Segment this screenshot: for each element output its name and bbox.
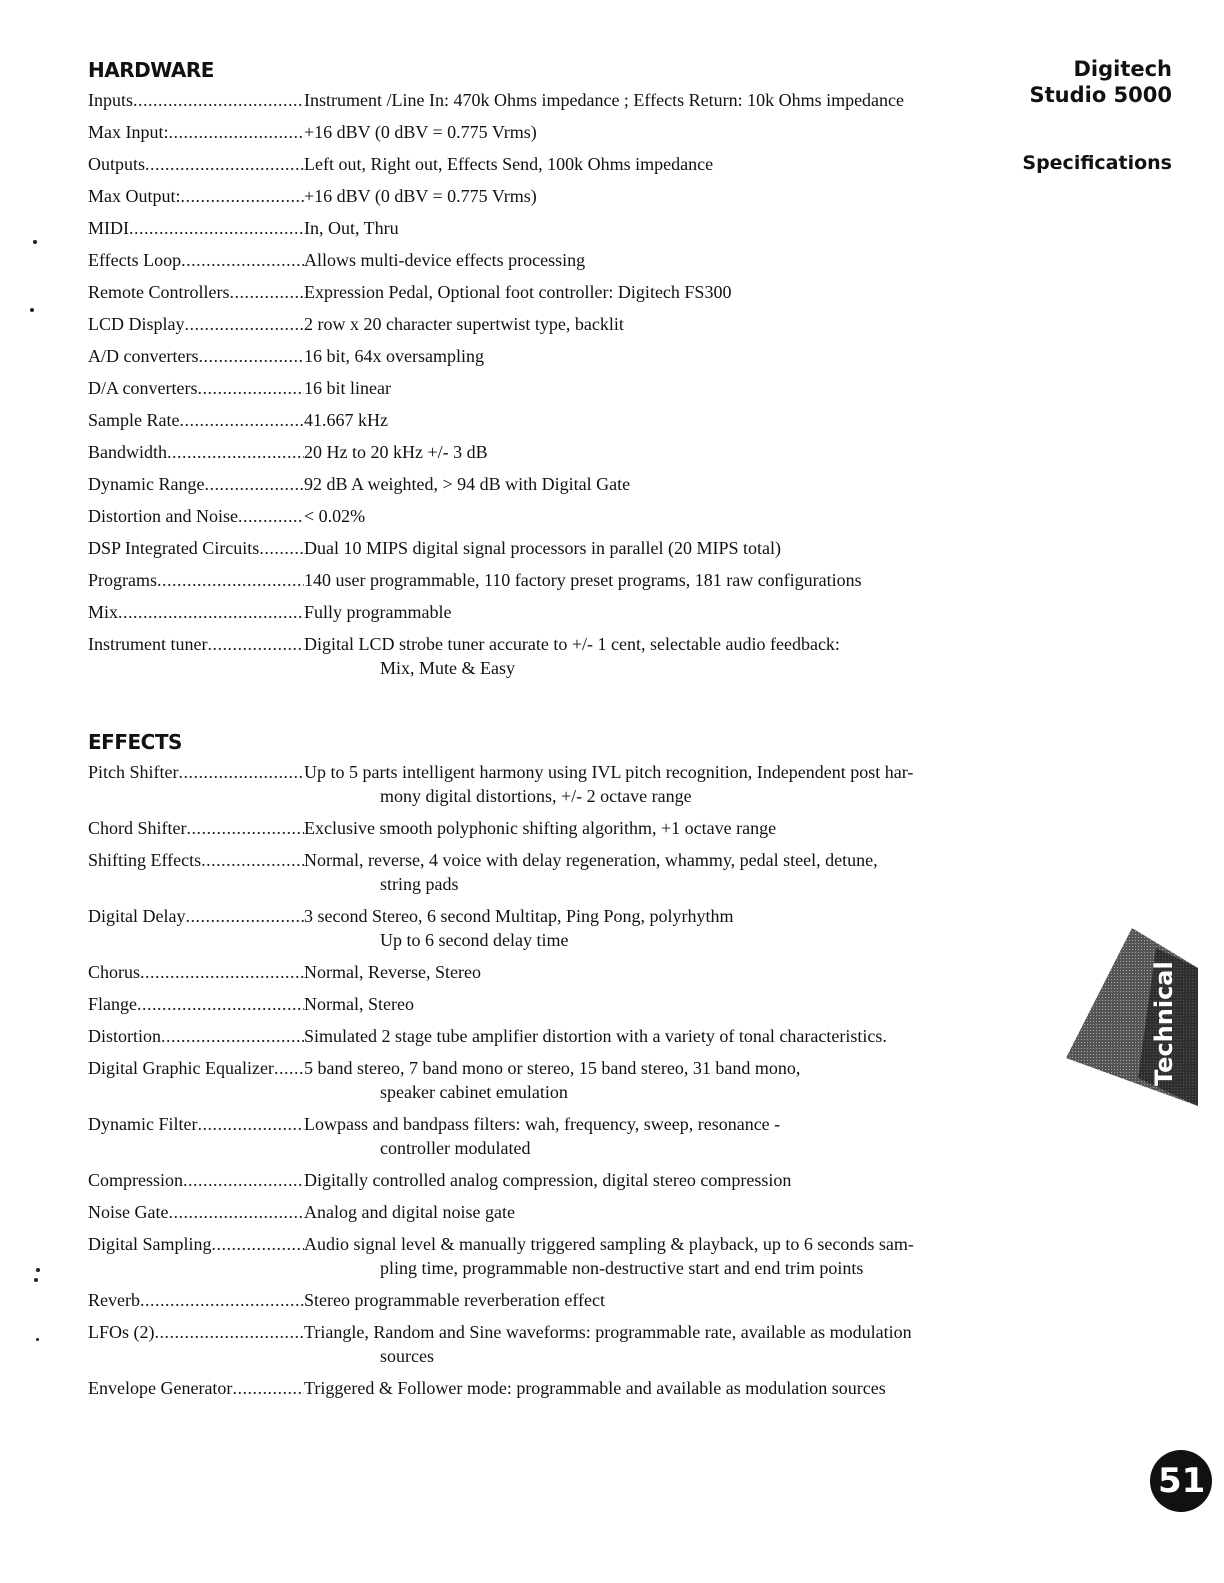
dot-leader: [259, 536, 304, 560]
scan-speck: [34, 1278, 38, 1282]
spec-value-wrap: [304, 816, 1018, 840]
spec-row: [88, 440, 1018, 464]
spec-label-wrap: [88, 280, 304, 304]
dot-leader: [204, 472, 304, 496]
spec-row: [88, 504, 1018, 528]
dot-leader: [212, 1232, 305, 1256]
spec-label: Effects Loop: [88, 250, 182, 270]
spec-label-wrap: [88, 1200, 304, 1224]
spec-row: [88, 376, 1018, 400]
spec-label: Dynamic Filter: [88, 1114, 198, 1134]
spec-label-wrap: [88, 504, 304, 528]
scan-speck: [36, 1338, 39, 1341]
spec-label-wrap: [88, 88, 304, 112]
spec-row: [88, 1024, 1018, 1048]
dot-leader: [140, 960, 304, 984]
dot-leader: [133, 88, 304, 112]
spec-value-wrap: [304, 120, 1018, 144]
dot-leader: [181, 248, 304, 272]
dot-leader: [137, 992, 304, 1016]
spec-value: 92 dB A weighted, > 94 dB with Digital Gate: [304, 474, 631, 494]
spec-value-wrap: [304, 472, 1018, 496]
spec-value-wrap: [304, 216, 1018, 240]
spec-row: [88, 472, 1018, 496]
hardware-spec-list: [88, 88, 1018, 688]
spec-label-wrap: [88, 152, 304, 176]
spec-value-wrap: [304, 848, 1018, 896]
spec-value-continued: sources: [380, 1346, 434, 1366]
spec-label: Mix: [88, 602, 119, 622]
spec-value: Allows multi-device effects processing: [304, 250, 586, 270]
spec-value: 3 second Stereo, 6 second Multitap, Ping Pong, polyrhythm: [304, 906, 734, 926]
spec-value-wrap: [304, 1288, 1018, 1312]
dot-leader: [185, 312, 305, 336]
spec-label: Dynamic Range: [88, 474, 205, 494]
spec-row: [88, 1056, 1018, 1104]
spec-value: < 0.02%: [304, 506, 366, 526]
spec-row: [88, 904, 1018, 952]
spec-row: [88, 568, 1018, 592]
spec-value-wrap: [304, 376, 1018, 400]
dot-leader: [118, 600, 304, 624]
spec-value-wrap: [304, 600, 1018, 624]
spec-label: D/A converters: [88, 378, 198, 398]
spec-value-wrap: [304, 1200, 1018, 1224]
spec-label-wrap: [88, 904, 304, 928]
spec-value: Exclusive smooth polyphonic shifting algorithm, +1 octave range: [304, 818, 777, 838]
dot-leader: [238, 504, 304, 528]
spec-row: [88, 1376, 1018, 1400]
spec-row: [88, 408, 1018, 432]
spec-row: [88, 1320, 1018, 1368]
dot-leader: [181, 184, 305, 208]
spec-label-wrap: [88, 1320, 304, 1344]
dot-leader: [207, 632, 304, 656]
section-heading: Specifications: [1022, 152, 1172, 174]
spec-value: 20 Hz to 20 kHz +/- 3 dB: [304, 442, 488, 462]
dot-leader: [129, 216, 304, 240]
spec-value: Audio signal level & manually triggered sampling & playback, up to 6 seconds sam-: [304, 1234, 914, 1254]
spec-label-wrap: [88, 1288, 304, 1312]
spec-value-continued: mony digital distortions, +/- 2 octave range: [380, 786, 692, 806]
spec-label: Flange: [88, 994, 137, 1014]
spec-value: Triggered & Follower mode: programmable and available as modulation sources: [304, 1378, 886, 1398]
spec-label-wrap: [88, 1112, 304, 1136]
spec-row: [88, 1288, 1018, 1312]
spec-label-wrap: [88, 960, 304, 984]
spec-row: [88, 312, 1018, 336]
spec-label: LCD Display: [88, 314, 185, 334]
dot-leader: [197, 376, 304, 400]
spec-label: Distortion: [88, 1026, 162, 1046]
spec-label-wrap: [88, 536, 304, 560]
scan-speck: [33, 240, 37, 244]
dot-leader: [198, 344, 304, 368]
spec-value: 16 bit, 64x oversampling: [304, 346, 484, 366]
spec-row: [88, 152, 1018, 176]
spec-row: [88, 216, 1018, 240]
spec-label: Reverb: [88, 1290, 140, 1310]
spec-label: Max Input:: [88, 122, 169, 142]
dot-leader: [187, 816, 305, 840]
spec-value: 2 row x 20 character supertwist type, backlit: [304, 314, 624, 334]
dot-leader: [185, 904, 304, 928]
brand-name: Digitech: [1073, 57, 1172, 81]
spec-value-wrap: [304, 88, 1018, 112]
page-number: 51: [1150, 1450, 1212, 1512]
spec-row: [88, 816, 1018, 840]
spec-label-wrap: [88, 632, 304, 656]
technical-tab: [1066, 928, 1198, 1106]
spec-value: Dual 10 MIPS digital signal processors in parallel (20 MIPS total): [304, 538, 781, 558]
spec-value: Normal, reverse, 4 voice with delay regeneration, whammy, pedal steel, detune,: [304, 850, 878, 870]
spec-row: [88, 1112, 1018, 1160]
dot-leader: [140, 1288, 304, 1312]
spec-value-wrap: [304, 760, 1018, 808]
spec-label: MIDI: [88, 218, 129, 238]
spec-label: Digital Sampling: [88, 1234, 212, 1254]
spec-label-wrap: [88, 344, 304, 368]
dot-leader: [161, 1024, 304, 1048]
spec-label-wrap: [88, 376, 304, 400]
spec-label: Bandwidth: [88, 442, 167, 462]
spec-value-wrap: [304, 408, 1018, 432]
spec-row: [88, 1168, 1018, 1192]
spec-row: [88, 848, 1018, 896]
spec-label-wrap: [88, 600, 304, 624]
spec-row: [88, 248, 1018, 272]
dot-leader: [201, 848, 304, 872]
brand-title: [1029, 56, 1172, 108]
spec-value-wrap: [304, 1232, 1018, 1280]
spec-value-wrap: [304, 536, 1018, 560]
spec-row: [88, 1232, 1018, 1280]
spec-label: DSP Integrated Circuits: [88, 538, 260, 558]
spec-label-wrap: [88, 1232, 304, 1256]
effects-heading: EFFECTS: [88, 730, 182, 754]
spec-label: Programs: [88, 570, 157, 590]
spec-value-wrap: [304, 312, 1018, 336]
spec-label-wrap: [88, 760, 304, 784]
spec-value-wrap: [304, 1112, 1018, 1160]
spec-row: [88, 632, 1018, 680]
technical-tab-label: Technical: [1150, 961, 1178, 1086]
spec-row: [88, 760, 1018, 808]
spec-label: Distortion and Noise: [88, 506, 238, 526]
spec-label: Envelope Generator: [88, 1378, 233, 1398]
dot-leader: [157, 568, 304, 592]
spec-row: [88, 960, 1018, 984]
spec-label-wrap: [88, 184, 304, 208]
spec-value: Normal, Reverse, Stereo: [304, 962, 481, 982]
dot-leader: [179, 760, 305, 784]
spec-value: Fully programmable: [304, 602, 452, 622]
spec-row: [88, 600, 1018, 624]
spec-value-wrap: [304, 1168, 1018, 1192]
spec-row: [88, 88, 1018, 112]
spec-label: Chord Shifter: [88, 818, 187, 838]
dot-leader: [179, 408, 304, 432]
spec-value-continued: Up to 6 second delay time: [380, 930, 569, 950]
spec-value-wrap: [304, 152, 1018, 176]
spec-row: [88, 120, 1018, 144]
spec-value: Expression Pedal, Optional foot controller: Digitech FS300: [304, 282, 732, 302]
spec-label: Sample Rate: [88, 410, 180, 430]
dot-leader: [155, 1320, 305, 1344]
spec-label: Remote Controllers: [88, 282, 230, 302]
spec-label: Instrument tuner: [88, 634, 208, 654]
spec-row: [88, 536, 1018, 560]
dot-leader: [229, 280, 304, 304]
spec-label-wrap: [88, 1024, 304, 1048]
dot-leader: [167, 440, 304, 464]
spec-value: Stereo programmable reverberation effect: [304, 1290, 606, 1310]
spec-label: Compression: [88, 1170, 184, 1190]
spec-value: Left out, Right out, Effects Send, 100k Ohms impedance: [304, 154, 714, 174]
spec-label-wrap: [88, 312, 304, 336]
spec-value-wrap: [304, 1024, 1018, 1048]
spec-value-wrap: [304, 504, 1018, 528]
hardware-heading: HARDWARE: [88, 58, 214, 82]
spec-value: +16 dBV (0 dBV = 0.775 Vrms): [304, 122, 537, 142]
spec-label-wrap: [88, 816, 304, 840]
spec-label: Chorus: [88, 962, 141, 982]
spec-label-wrap: [88, 1168, 304, 1192]
spec-value: +16 dBV (0 dBV = 0.775 Vrms): [304, 186, 537, 206]
spec-row: [88, 280, 1018, 304]
spec-value-wrap: [304, 344, 1018, 368]
spec-label-wrap: [88, 440, 304, 464]
spec-label: Digital Graphic Equalizer: [88, 1058, 274, 1078]
spec-value-wrap: [304, 440, 1018, 464]
spec-value: 16 bit linear: [304, 378, 391, 398]
spec-value: Triangle, Random and Sine waveforms: programmable rate, available as modulation: [304, 1322, 912, 1342]
spec-row: [88, 344, 1018, 368]
spec-value: Normal, Stereo: [304, 994, 414, 1014]
spec-value: 41.667 kHz: [304, 410, 388, 430]
spec-label-wrap: [88, 120, 304, 144]
spec-label: Digital Delay: [88, 906, 186, 926]
spec-value-wrap: [304, 1056, 1018, 1104]
spec-value-wrap: [304, 280, 1018, 304]
dot-leader: [145, 152, 304, 176]
dot-leader: [168, 1200, 304, 1224]
spec-label-wrap: [88, 1376, 304, 1400]
spec-value: 5 band stereo, 7 band mono or stereo, 15 band stereo, 31 band mono,: [304, 1058, 801, 1078]
spec-value: Digitally controlled analog compression, digital stereo compression: [304, 1170, 792, 1190]
spec-value: Up to 5 parts intelligent harmony using IVL pitch recognition, Independent post har-: [304, 762, 914, 782]
spec-label: Max Output:: [88, 186, 181, 206]
spec-value: Lowpass and bandpass filters: wah, frequency, sweep, resonance -: [304, 1114, 781, 1134]
dot-leader: [232, 1376, 304, 1400]
spec-value-wrap: [304, 992, 1018, 1016]
spec-label-wrap: [88, 568, 304, 592]
spec-label: A/D converters: [88, 346, 199, 366]
spec-row: [88, 1200, 1018, 1224]
spec-value-continued: Mix, Mute & Easy: [380, 658, 515, 678]
dot-leader: [183, 1168, 304, 1192]
dot-leader: [197, 1112, 304, 1136]
spec-row: [88, 184, 1018, 208]
spec-value-wrap: [304, 184, 1018, 208]
spec-value: 140 user programmable, 110 factory preset programs, 181 raw configurations: [304, 570, 862, 590]
scan-speck: [30, 308, 34, 312]
spec-value-wrap: [304, 568, 1018, 592]
spec-label-wrap: [88, 1056, 304, 1080]
scan-speck: [36, 1268, 40, 1272]
spec-label-wrap: [88, 848, 304, 872]
spec-label-wrap: [88, 248, 304, 272]
spec-label-wrap: [88, 992, 304, 1016]
spec-row: [88, 992, 1018, 1016]
spec-label-wrap: [88, 216, 304, 240]
spec-value-wrap: [304, 248, 1018, 272]
spec-label: Inputs: [88, 90, 133, 110]
spec-label: Outputs: [88, 154, 146, 174]
spec-value-wrap: [304, 632, 1018, 680]
spec-label-wrap: [88, 408, 304, 432]
spec-value: Digital LCD strobe tuner accurate to +/- 1 cent, selectable audio feedback:: [304, 634, 840, 654]
spec-label: LFOs (2): [88, 1322, 155, 1342]
spec-value: Simulated 2 stage tube amplifier distortion with a variety of tonal characteristics.: [304, 1026, 887, 1046]
spec-label: Pitch Shifter: [88, 762, 179, 782]
spec-label: Shifting Effects: [88, 850, 202, 870]
spec-value-continued: string pads: [380, 874, 459, 894]
model-name: Studio 5000: [1029, 83, 1172, 107]
dot-leader: [169, 120, 305, 144]
spec-value-continued: controller modulated: [380, 1138, 531, 1158]
dot-leader: [274, 1056, 304, 1080]
effects-spec-list: [88, 760, 1018, 1408]
spec-value: Analog and digital noise gate: [304, 1202, 515, 1222]
spec-value: Instrument /Line In: 470k Ohms impedance ; Effects Return: 10k Ohms impedance: [304, 90, 905, 110]
spec-value-wrap: [304, 960, 1018, 984]
spec-value-wrap: [304, 1376, 1018, 1400]
spec-value-continued: pling time, programmable non-destructive start and end trim points: [380, 1258, 864, 1278]
spec-value-wrap: [304, 904, 1018, 952]
spec-value-continued: speaker cabinet emulation: [380, 1082, 568, 1102]
spec-value-wrap: [304, 1320, 1018, 1368]
spec-value: In, Out, Thru: [304, 218, 399, 238]
spec-label: Noise Gate: [88, 1202, 169, 1222]
spec-label-wrap: [88, 472, 304, 496]
